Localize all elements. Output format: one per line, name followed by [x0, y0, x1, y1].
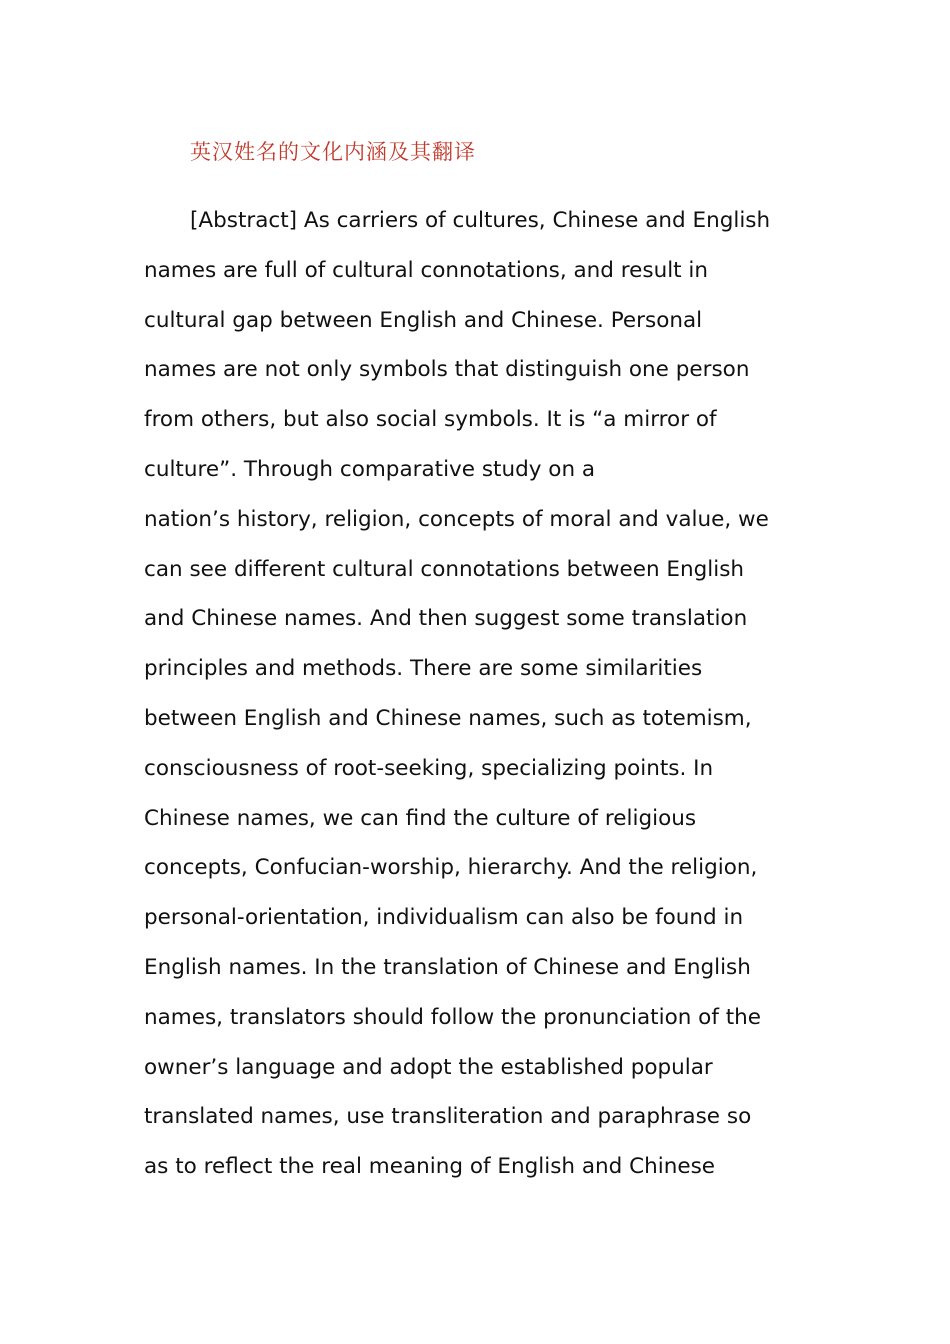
abstract-line: names are not only symbols that distinguish one person — [144, 357, 750, 383]
abstract-line: English names. In the translation of Chinese and English — [144, 954, 751, 980]
abstract-line: culture”. Through comparative study on a — [144, 456, 596, 482]
abstract-line: names are full of cultural connotations, and result in — [144, 257, 709, 283]
abstract-line: from others, but also social symbols. It is “a mirror of — [144, 407, 717, 433]
abstract-line: personal-orientation, individualism can also be found in — [144, 905, 744, 931]
abstract-line: owner’s language and adopt the established popular — [144, 1054, 713, 1080]
abstract-line: can see different cultural connotations between English — [144, 556, 745, 582]
abstract-line: between English and Chinese names, such as totemism, — [144, 705, 752, 731]
abstract-line: names, translators should follow the pronunciation of the — [144, 1004, 762, 1030]
abstract-line: cultural gap between English and Chinese. Personal — [144, 307, 703, 333]
abstract-line: principles and methods. There are some similarities — [144, 656, 703, 682]
abstract-line: consciousness of root-seeking, specializing points. In — [144, 755, 714, 781]
abstract-line: Chinese names, we can find the culture of religious — [144, 805, 697, 831]
abstract-line: as to reflect the real meaning of English and Chinese — [144, 1154, 716, 1180]
abstract-line: [Abstract] As carriers of cultures, Chinese and English — [190, 208, 771, 233]
abstract-line: concepts, Confucian-worship, hierarchy. And the religion, — [144, 855, 758, 881]
abstract-line: nation’s history, religion, concepts of moral and value, we — [144, 506, 769, 532]
abstract-paragraph — [144, 196, 804, 1192]
document-title: 英汉姓名的文化内涵及其翻译 — [190, 140, 476, 164]
abstract-line: translated names, use transliteration and paraphrase so — [144, 1104, 752, 1130]
abstract-line: and Chinese names. And then suggest some translation — [144, 606, 748, 632]
